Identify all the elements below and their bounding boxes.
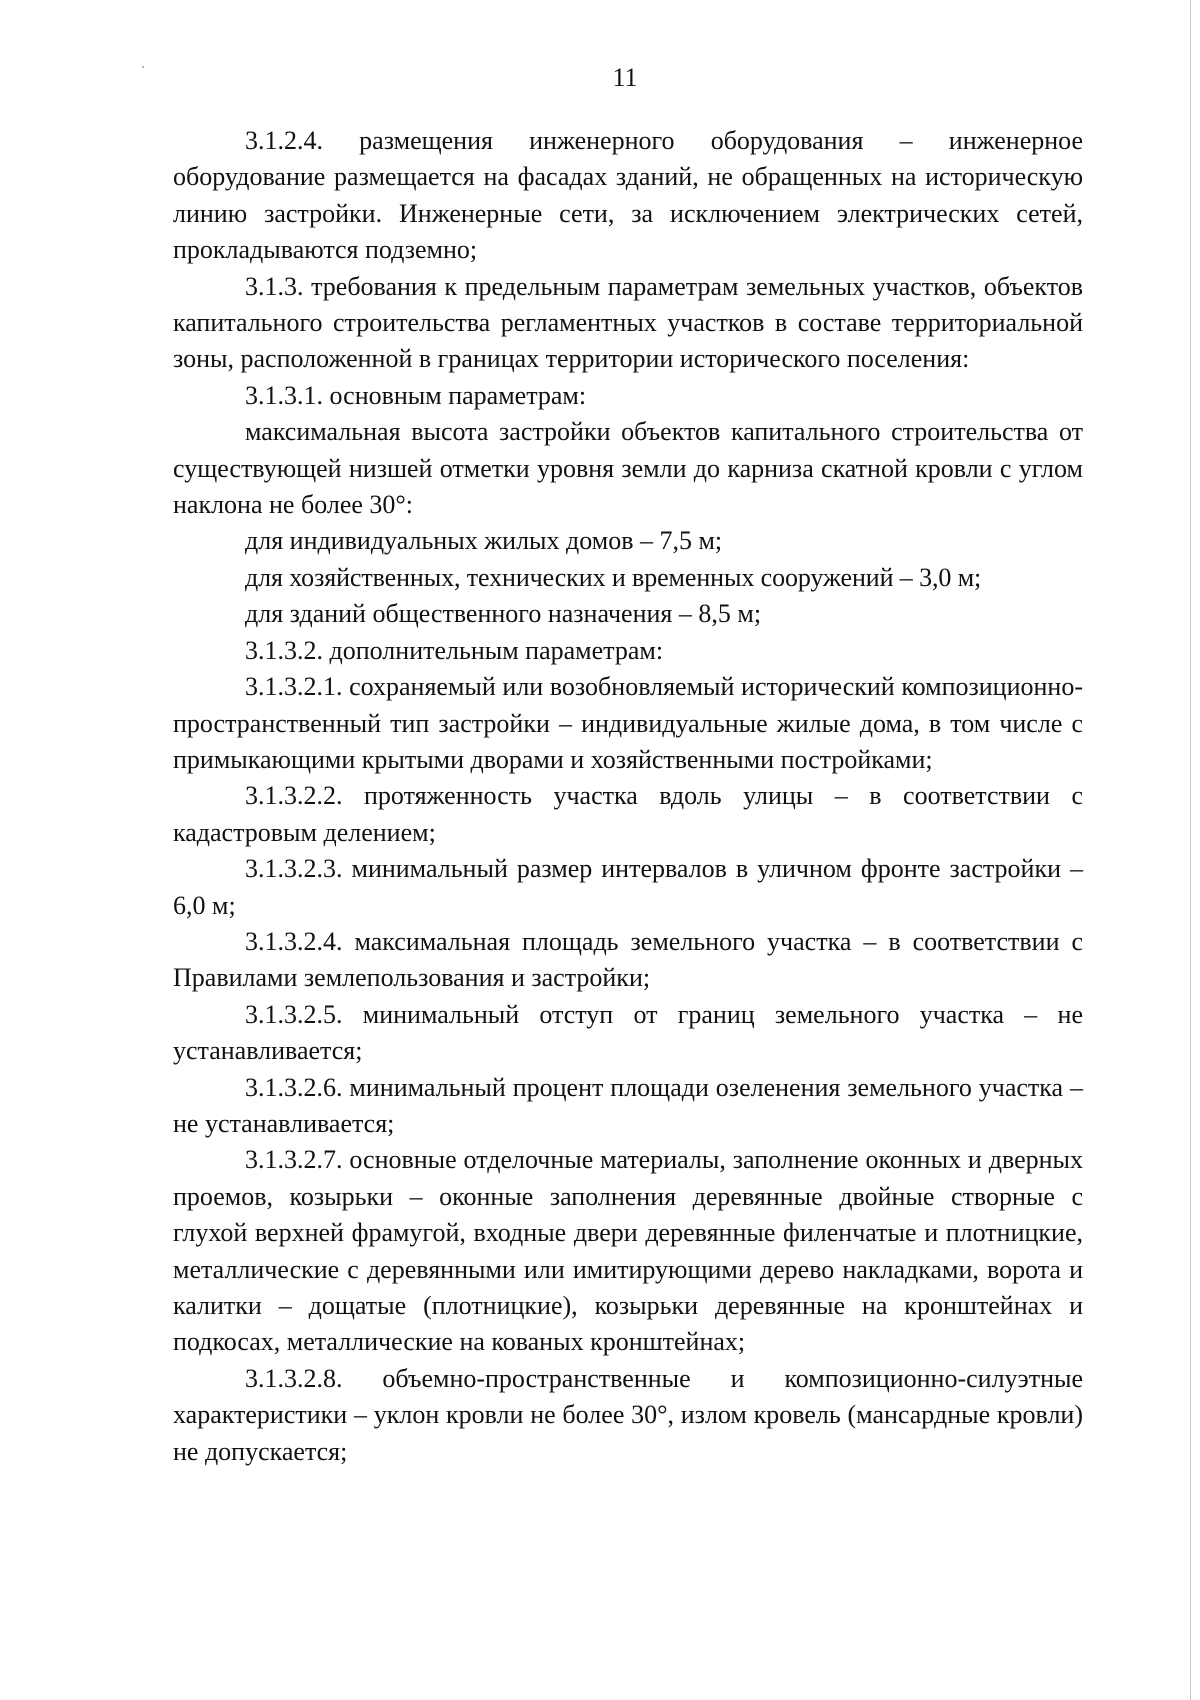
paragraph-3-1-3-2-6: 3.1.3.2.6. минимальный процент площади озеленения земельного участка – не устанавливается;	[173, 1072, 1083, 1138]
paragraph-3-1-3-2-4: 3.1.3.2.4. максимальная площадь земельного участка – в соответствии с Правилами землепользования и застройки;	[173, 926, 1083, 993]
scan-edge-line	[1190, 0, 1191, 1700]
paragraph-auxiliary-height: для хозяйственных, технических и временных сооружений – 3,0 м;	[245, 562, 982, 592]
paragraph-3-1-3-2-5: 3.1.3.2.5. минимальный отступ от границ земельного участка – не устанавливается;	[173, 999, 1083, 1066]
paragraph-3-1-3-2-7: 3.1.3.2.7. основные отделочные материалы, заполнение оконных и дверных проемов, козырьки – оконные заполнения деревянные двойные створные с глухой верхней фрамугой, входные двери деревянные филенчатые и плотницкие, металлические с деревянными или имитирующими дерево накладками, ворота и калитки – дощатые (плотницкие), козырьки деревянные на кронштейнах и подкосах, металлические на кованых кронштейнах;	[173, 1145, 1083, 1357]
paragraph-3-1-3-2: 3.1.3.2. дополнительным параметрам:	[245, 635, 664, 665]
paragraph-3-1-3: 3.1.3. требования к предельным параметрам земельных участков, объектов капитального строительства регламентных участков в составе территориальной зоны, расположенной в границах территории исторического поселения:	[173, 271, 1083, 374]
paragraph-residential-height: для индивидуальных жилых домов – 7,5 м;	[245, 526, 723, 556]
page-number: 11	[612, 63, 638, 92]
paragraph-3-1-3-2-8: 3.1.3.2.8. объемно-пространственные и композиционно-силуэтные характеристики – уклон кровли не более 30°, излом кровель (мансардные кровли) не допускается;	[173, 1363, 1083, 1466]
document-body	[173, 123, 1083, 1470]
paragraph-max-height: максимальная высота застройки объектов капитального строительства от существующей низшей отметки уровня земли до карниза скатной кровли с углом наклона не более 30°:	[173, 417, 1083, 520]
paragraph-3-1-3-2-1: 3.1.3.2.1. сохраняемый или возобновляемый исторический композиционно-пространственный тип застройки – индивидуальные жилые дома, в том числе с примыкающими крытыми дворами и хозяйственными постройками;	[173, 672, 1083, 774]
paragraph-3-1-3-2-3: 3.1.3.2.3. минимальный размер интервалов в уличном фронте застройки – 6,0 м;	[173, 854, 1083, 920]
paragraph-3-1-3-2-2: 3.1.3.2.2. протяженность участка вдоль улицы – в соответствии с кадастровым делением;	[173, 781, 1083, 847]
scan-dust-dot	[142, 66, 144, 68]
paragraph-public-height: для зданий общественного назначения – 8,5 м;	[245, 599, 762, 629]
paragraph-3-1-3-1: 3.1.3.1. основным параметрам:	[245, 380, 587, 410]
paragraph-3-1-2-4: 3.1.2.4. размещения инженерного оборудования – инженерное оборудование размещается на фасадах зданий, не обращенных на историческую линию застройки. Инженерные сети, за исключением электрических сетей, прокладываются подземно;	[173, 126, 1083, 265]
